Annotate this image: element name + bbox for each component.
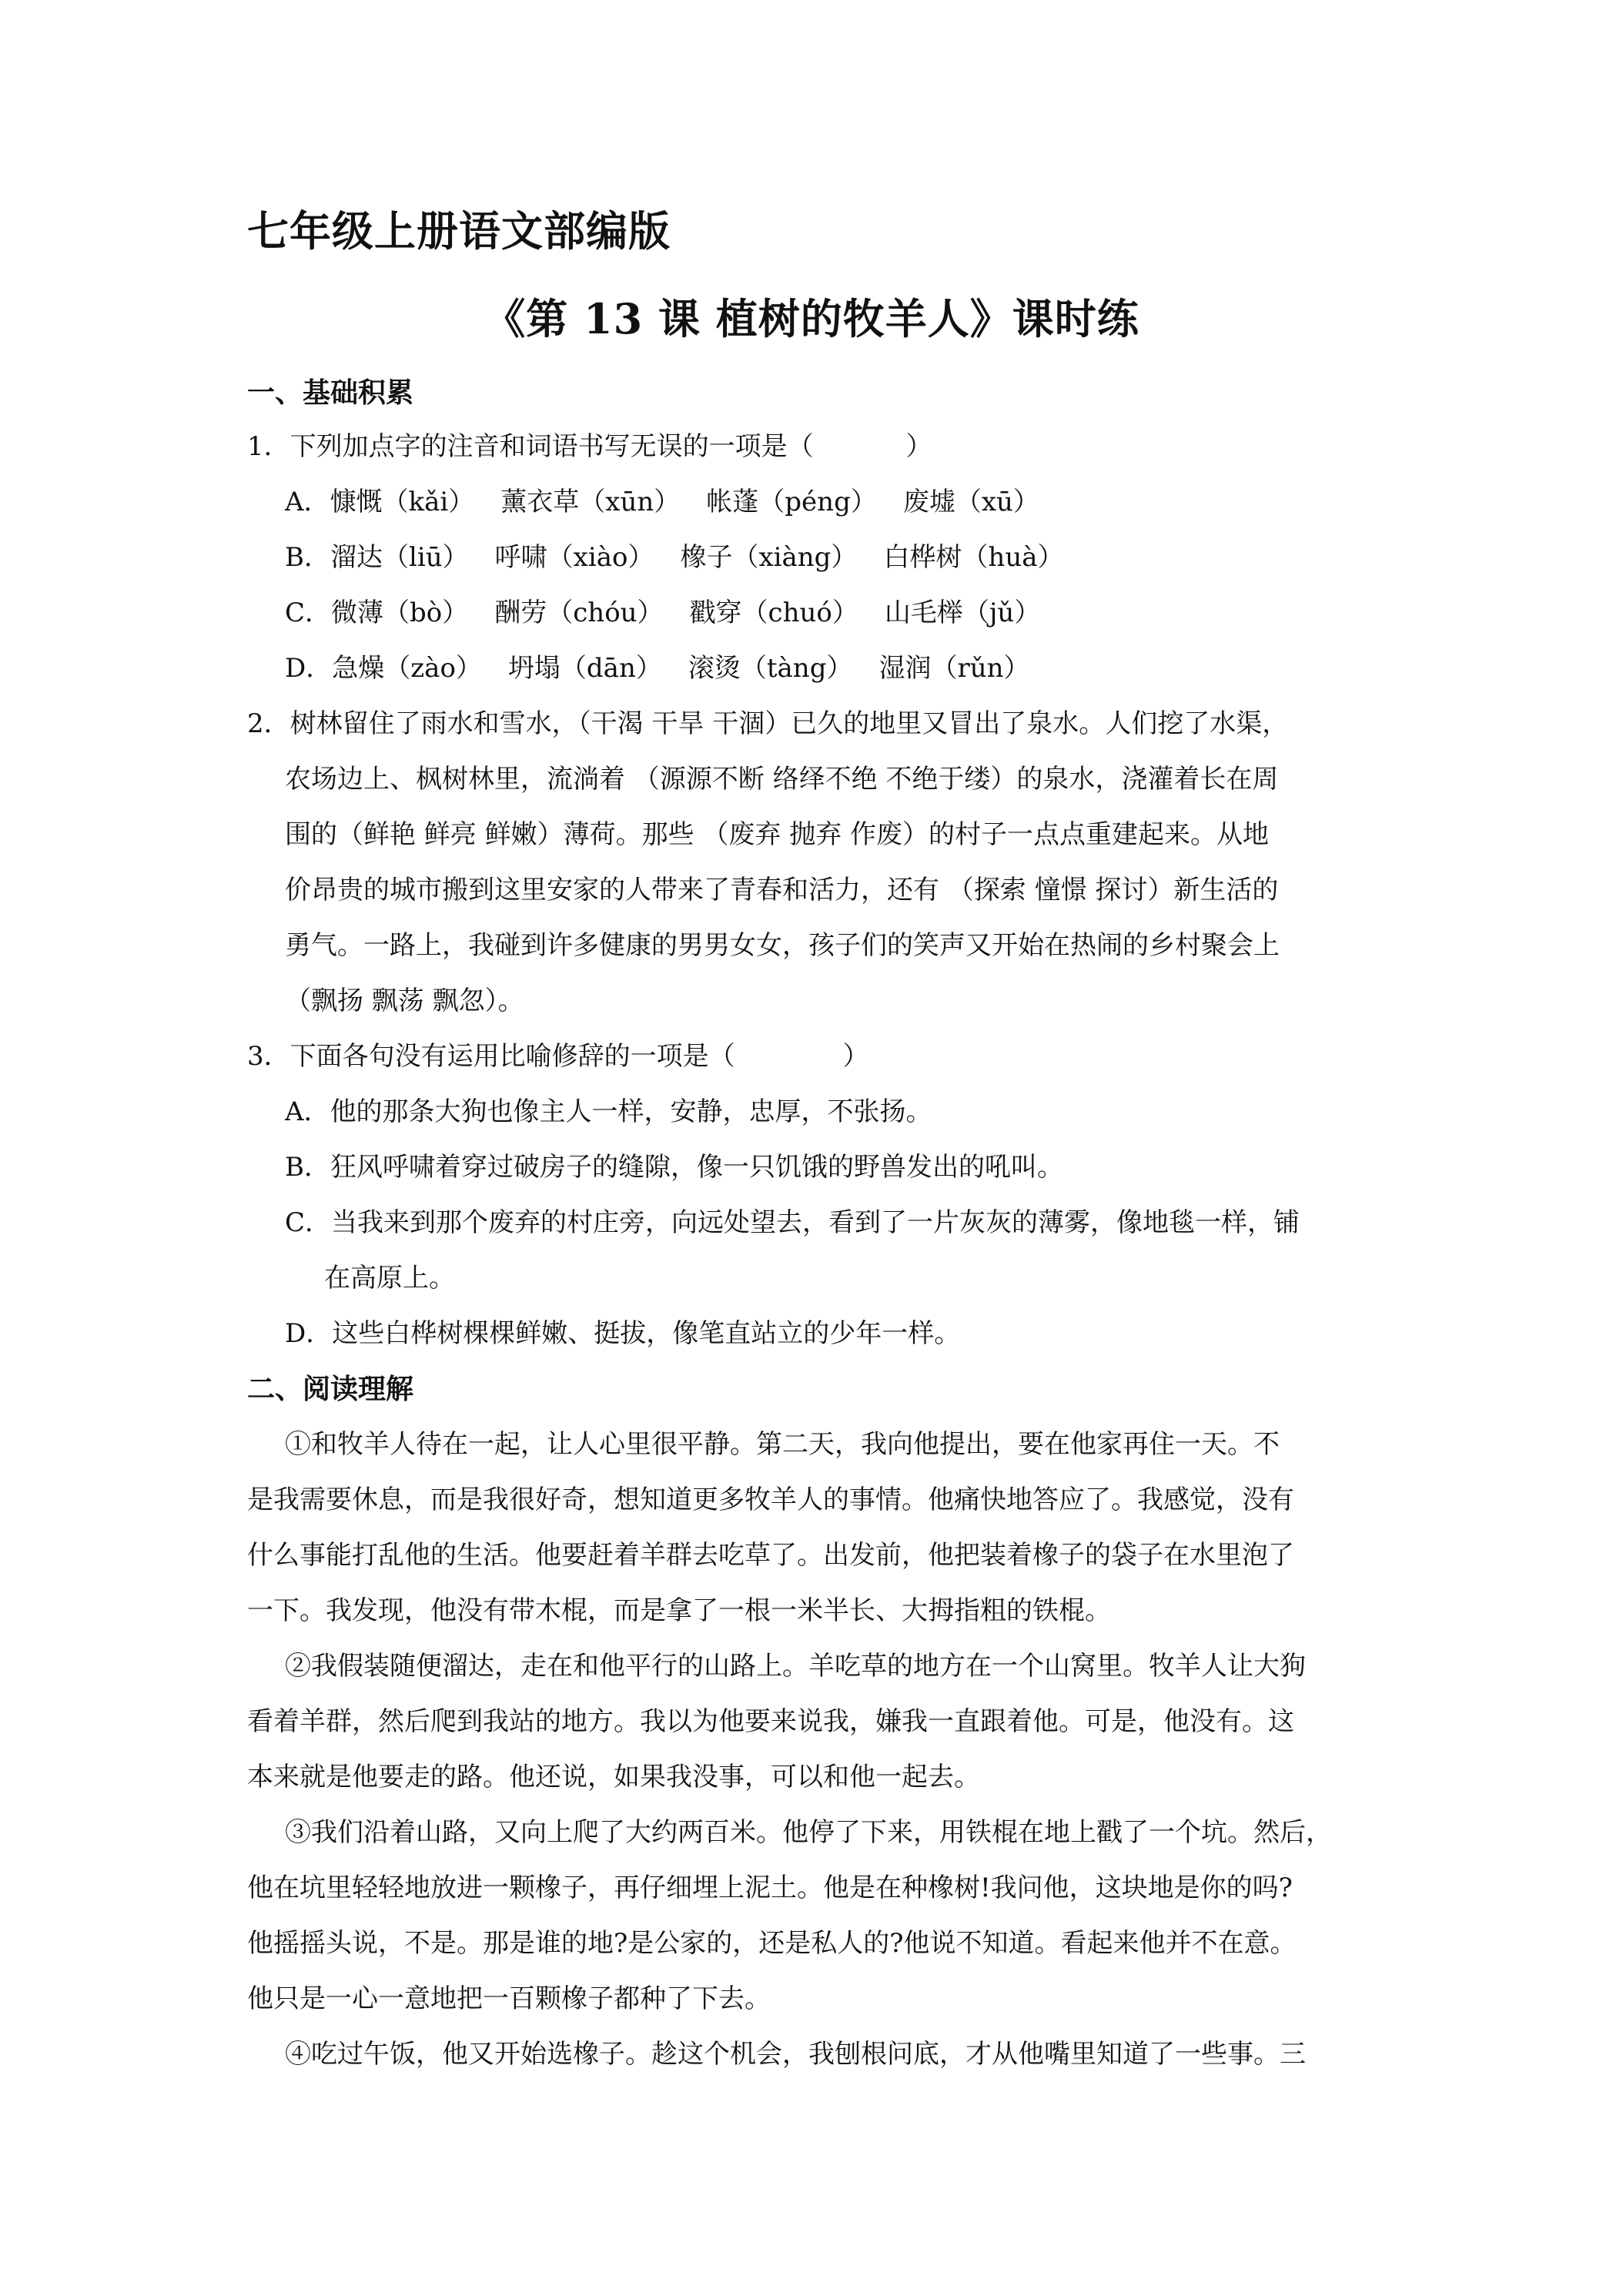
reading-paragraph-2-line: 本来就是他要走的路。他还说，如果我没事，可以和他一起去。 xyxy=(247,1762,980,1792)
option-label: D． xyxy=(285,653,333,684)
reading-paragraph-3-line: 他只是一心一意地把一百颗橡子都种了下去。 xyxy=(247,1983,771,2014)
option-word: 溜达（liū） xyxy=(330,542,469,573)
option-word: 滚烫（tàng） xyxy=(688,653,853,684)
option-word: 呼啸（xiào） xyxy=(494,542,654,573)
question-2-line-4: 价昂贵的城市搬到这里安家的人带来了青春和活力，还有 （探索 憧憬 探讨）新生活的 xyxy=(285,875,1279,905)
q3-option-b xyxy=(285,1146,1063,1183)
option-word: 戳穿（chuó） xyxy=(689,597,858,628)
question-number: 3． xyxy=(247,1041,290,1072)
q1-option-d xyxy=(285,647,1056,684)
question-2-line-3: 围的（鲜艳 鲜亮 鲜嫩）薄荷。那些 （废弃 抛弃 作废）的村子一点点重建起来。从地 xyxy=(285,819,1270,850)
option-text: 狂风呼啸着穿过破房子的缝隙，像一只饥饿的野兽发出的吼叫。 xyxy=(330,1152,1063,1183)
question-2-line-2: 农场边上、枫树林里，流淌着 （源源不断 络绎不绝 不绝于缕）的泉水，浇灌着长在周 xyxy=(285,764,1279,795)
question-stem-end: ） xyxy=(905,431,932,462)
option-label: C． xyxy=(285,597,332,628)
option-word: 微薄（bò） xyxy=(331,597,469,628)
option-text: 他的那条大狗也像主人一样，安静，忠厚，不张扬。 xyxy=(330,1096,932,1127)
question-2-line-5: 勇气。一路上，我碰到许多健康的男男女女，孩子们的笑声又开始在热闹的乡村聚会上 xyxy=(285,930,1280,961)
option-word: 酬劳（chóu） xyxy=(494,597,664,628)
question-3 xyxy=(247,1035,869,1073)
q1-option-b xyxy=(285,536,1090,574)
option-text: 当我来到那个废弃的村庄旁，向远处望去，看到了一片灰灰的薄雾，像地毯一样，铺 xyxy=(331,1207,1300,1238)
option-word: 帐蓬（péng） xyxy=(706,487,877,517)
grade-title: 七年级上册语文部编版 xyxy=(247,206,671,256)
reading-paragraph-3-line: 他摇摇头说，不是。那是谁的地?是公家的，还是私人的?他说不知道。看起来他并不在意。 xyxy=(247,1928,1297,1959)
section-heading-reading: 二、阅读理解 xyxy=(247,1373,414,1405)
question-number: 1． xyxy=(247,431,290,462)
option-text: 这些白桦树棵棵鲜嫩、挺拔，像笔直站立的少年一样。 xyxy=(332,1318,961,1349)
reading-paragraph-2-line: 看着羊群，然后爬到我站的地方。我以为他要来说我，嫌我一直跟着他。可是，他没有。这 xyxy=(247,1706,1294,1737)
q3-option-c xyxy=(285,1201,1300,1239)
option-label: A． xyxy=(285,1096,330,1127)
question-stem: 下面各句没有运用比喻修辞的一项是（ xyxy=(289,1041,735,1072)
option-word: 橡子（xiàng） xyxy=(680,542,858,573)
option-word: 薰衣草（xūn） xyxy=(500,487,681,517)
option-word: 急燥（zào） xyxy=(332,653,482,684)
option-label: A． xyxy=(285,487,330,517)
lesson-title: 《第 13 课 植树的牧羊人》课时练 xyxy=(484,294,1139,343)
question-stem-end: ） xyxy=(842,1041,869,1072)
option-label: D． xyxy=(285,1318,333,1349)
q3-option-d xyxy=(285,1312,960,1350)
reading-paragraph-1-line: 一下。我发现，他没有带木棍，而是拿了一根一米半长、大拇指粗的铁棍。 xyxy=(247,1595,1111,1626)
option-label: C． xyxy=(285,1207,332,1238)
reading-paragraph-1-line: ①和牧羊人待在一起，让人心里很平静。第二天，我向他提出，要在他家再住一天。不 xyxy=(285,1429,1280,1460)
option-word: 湿润（rǔn） xyxy=(878,653,1030,684)
reading-paragraph-3-line: 他在坑里轻轻地放进一颗橡子，再仔细埋上泥土。他是在种橡树!我问他，这块地是你的吗? xyxy=(247,1873,1293,1903)
q3-option-c-continued: 在高原上。 xyxy=(324,1263,455,1294)
question-2-line-1 xyxy=(247,702,1288,740)
question-2-line-6: （飘扬 飘荡 飘忽）。 xyxy=(285,986,524,1016)
option-word: 山毛榉（jǔ） xyxy=(884,597,1041,628)
option-word: 废墟（xū） xyxy=(902,487,1039,517)
option-word: 白桦树（huà） xyxy=(883,542,1064,573)
question-number: 2． xyxy=(247,708,290,739)
reading-paragraph-1-line: 是我需要休息，而是我很好奇，想知道更多牧羊人的事情。他痛快地答应了。我感觉，没有 xyxy=(247,1484,1294,1515)
q1-option-a xyxy=(285,480,1066,518)
option-label: B． xyxy=(285,542,330,573)
reading-paragraph-4-line: ④吃过午饭，他又开始选橡子。趁这个机会，我刨根问底，才从他嘴里知道了一些事。三 xyxy=(285,2039,1306,2070)
question-1 xyxy=(247,425,932,463)
question-stem: 下列加点字的注音和词语书写无误的一项是（ xyxy=(289,431,814,462)
paragraph-line: 树林留住了雨水和雪水，（干渴 干旱 干涸）已久的地里又冒出了泉水。人们挖了水渠， xyxy=(289,708,1289,739)
option-label: B． xyxy=(285,1152,330,1183)
reading-paragraph-2-line: ②我假装随便溜达，走在和他平行的山路上。羊吃草的地方在一个山窝里。牧羊人让大狗 xyxy=(285,1651,1306,1682)
q1-option-c xyxy=(285,591,1066,629)
reading-paragraph-3-line: ③我们沿着山路，又向上爬了大约两百米。他停了下来，用铁棍在地上戳了一个坑。然后， xyxy=(285,1817,1332,1848)
section-heading-basics: 一、基础积累 xyxy=(247,377,414,409)
q3-option-a xyxy=(285,1090,932,1128)
option-word: 慷慨（kǎi） xyxy=(330,487,475,517)
reading-paragraph-1-line: 什么事能打乱他的生活。他要赶着羊群去吃草了。出发前，他把装着橡子的袋子在水里泡了 xyxy=(247,1540,1294,1571)
option-word: 坍塌（dān） xyxy=(507,653,662,684)
